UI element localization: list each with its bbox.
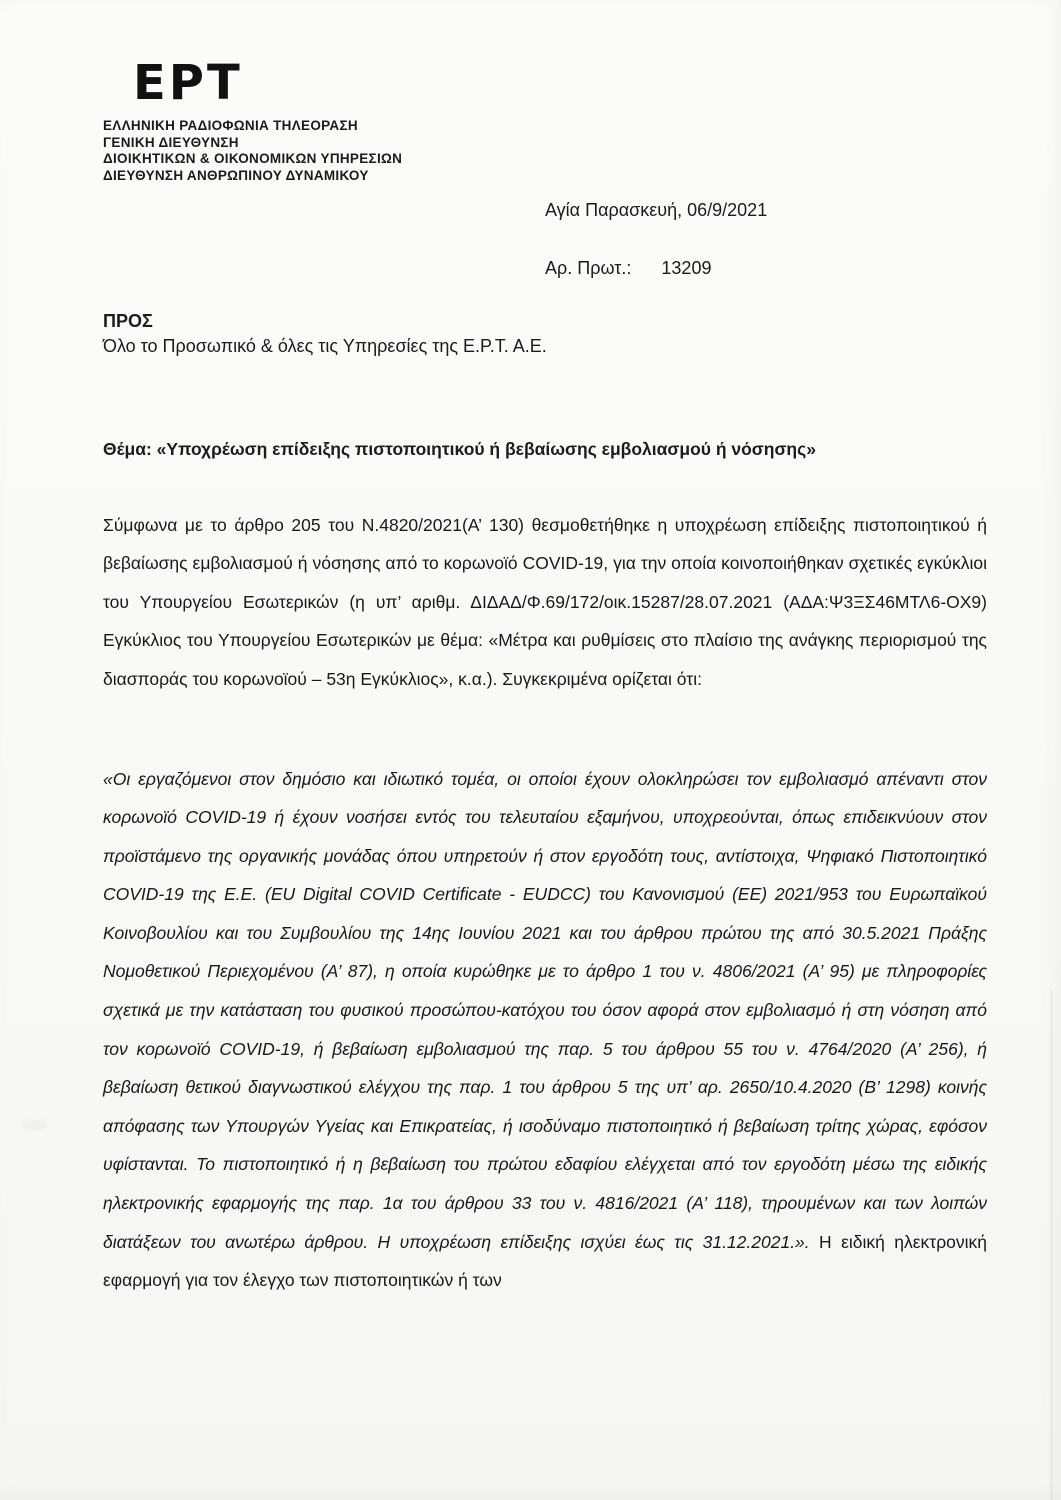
recipient-label: ΠΡΟΣ [103,311,153,331]
body-paragraph-2 [103,760,987,1300]
ert-logo: ΕΡΤ [133,55,243,111]
subject-line: Θέμα: «Υποχρέωση επίδειξης πιστοποιητικού ή βεβαίωσης εμβολιασμού ή νόσησης» [103,439,816,459]
continuing-text: Η ειδική ηλεκτρονική εφαρμογή για τον έλεγχο των πιστοποιητικών ή των [103,1231,988,1291]
protocol-number: 13209 [661,258,712,278]
org-line: ΕΛΛΗΝΙΚΗ ΡΑΔΙΟΦΩΝΙΑ ΤΗΛΕΟΡΑΣΗ [103,118,358,133]
letterhead [103,55,403,184]
organization-lines [103,118,402,184]
body-paragraph-1: Σύμφωνα με το άρθρο 205 του Ν.4820/2021(Α’ 130) θεσμοθετήθηκε η υποχρέωση επίδειξης πιστοποιητικού ή βεβαίωσης εμβολιασμού ή νόσησης από το κορωνοϊό COVID-19, για την οποία κοινοποιήθηκαν σχετικές εγκύκλιοι του Υπουργείου Εσωτερικών (η υπ’ αριθμ. ΔΙΔΑΔ/Φ.69/172/οικ.15287/28.07.2021 (ΑΔΑ:Ψ3ΞΣ46ΜΤΛ6-ΟΧ9) Εγκύκλιος του Υπουργείου Εσωτερικών με θέμα: «Μέτρα και ρυθμίσεις στο πλαίσιο της ανάγκης περιορισμού της διασποράς του κορωνοϊού – 53η Εγκύκλιος», κ.α.). Συγκεκριμένα ορίζεται ότι: [103,514,987,689]
protocol-line [545,258,711,279]
scan-artifact [1050,990,1053,1500]
scan-artifact [22,1120,48,1130]
recipient-value: Όλο το Προσωπικό & όλες τις Υπηρεσίες της Ε.Ρ.Τ. Α.Ε. [103,336,547,356]
org-line: ΔΙΟΙΚΗΤΙΚΩΝ & ΟΙΚΟΝΟΜΙΚΩΝ ΥΠΗΡΕΣΙΩΝ [103,151,403,166]
quoted-legal-text: «Οι εργαζόμενοι στον δημόσιο και ιδιωτικό τομέα, οι οποίοι έχουν ολοκληρώσει τον εμβολιασμό απέναντι στον κορωνοϊό COVID-19 ή έχουν νοσήσει εντός του τελευταίου εξαμήνου, υποχρεούνται, όπως επιδεικνύουν στον προϊστάμενο της οργανικής μονάδας όπου υπηρετούν ή στον εργοδότη τους, αντίστοιχα, Ψηφιακό Πιστοποιητικό COVID-19 της Ε.Ε. (EU Digital COVID Certificate - EUDCC) του Κανονισμού (ΕΕ) 2021/953 του Ευρωπαϊκού Κοινοβουλίου και του Συμβουλίου της 14ης Ιουνίου 2021 και του άρθρου πρώτου της από 30.5.2021 Πράξης Νομοθετικού Περιεχομένου (Α’ 87), η οποία κυρώθηκε με το άρθρο 1 του ν. 4806/2021 (Α’ 95) με πληροφορίες σχετικά με την κατάσταση του φυσικού προσώπου-κατόχου του όσον αφορά στον εμβολιασμό ή στη νόσηση από τον κορωνοϊό COVID-19, ή βεβαίωση εμβολιασμού της παρ. 5 του άρθρου 55 του ν. 4764/2020 (Α’ 256), ή βεβαίωση θετικού διαγνωστικού ελέγχου της παρ. 1 του άρθρου 5 της υπ’ αρ. 2650/10.4.2020 (Β’ 1298) κοινής απόφασης των Υπουργών Υγείας και Επικρατείας, ή ισοδύναμο πιστοποιητικό ή βεβαίωση τρίτης χώρας, εφόσον υφίστανται. Το πιστοποιητικό ή η βεβαίωση του πρώτου εδαφίου ελέγχεται από τον εργοδότη μέσω της ειδικής ηλεκτρονικής εφαρμογής της παρ. 1α του άρθρου 33 του ν. 4816/2021 (Α’ 118), τηρουμένων και των λοιπών διατάξεων του ανωτέρω άρθρου. Η υποχρέωση επίδειξης ισχύει έως τις 31.12.2021.». [103,768,987,1252]
protocol-label: Αρ. Πρωτ.: [545,258,632,278]
org-line: ΓΕΝΙΚΗ ΔΙΕΥΘΥΝΣΗ [103,134,239,150]
date-line: Αγία Παρασκευή, 06/9/2021 [545,200,768,220]
org-line: ΔΙΕΥΘΥΝΣΗ ΑΝΘΡΩΠΙΝΟΥ ΔΥΝΑΜΙΚΟΥ [103,167,369,183]
